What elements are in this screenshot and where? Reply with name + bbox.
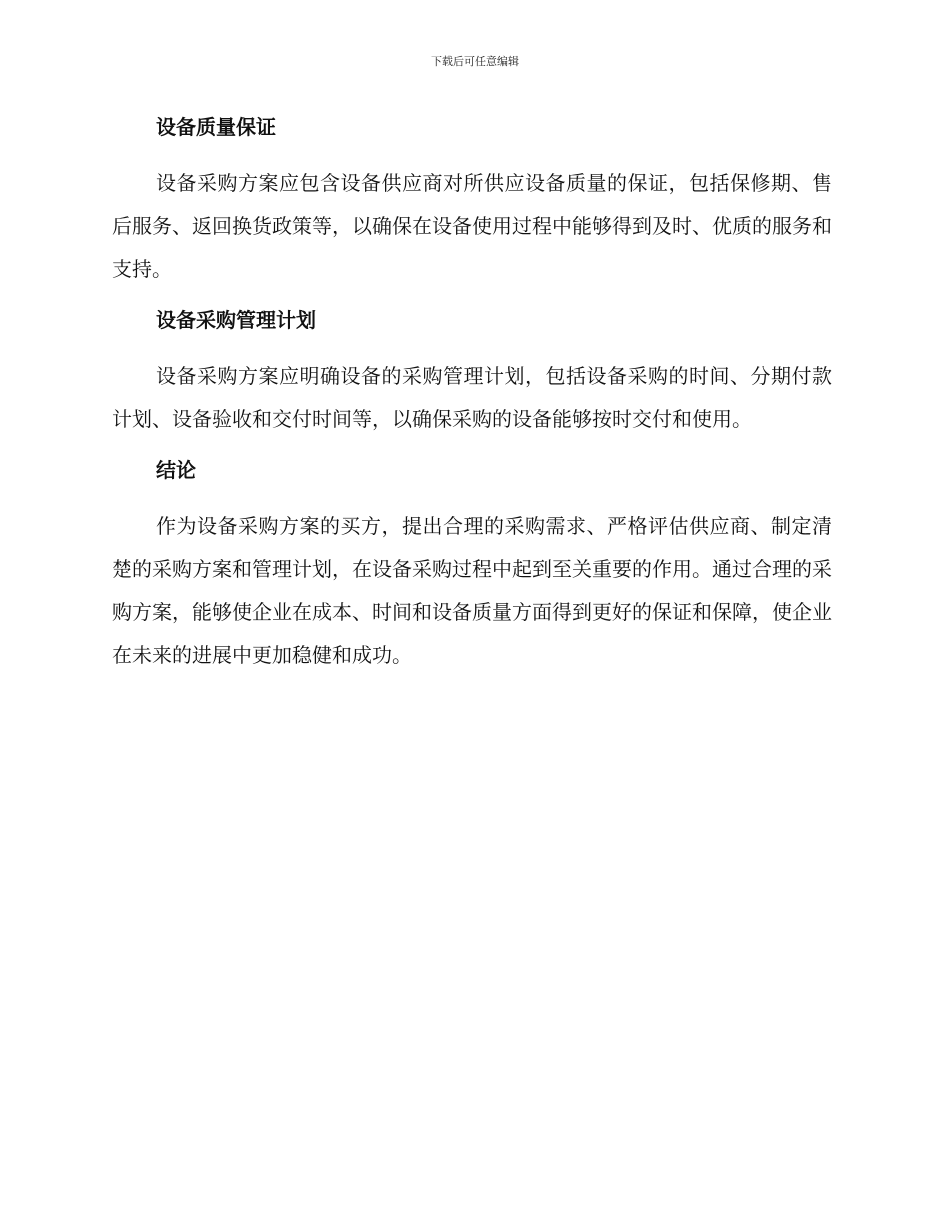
header-note: 下载后可任意编辑: [431, 55, 519, 68]
section-quality-assurance: [112, 110, 832, 303]
section-heading: 结论: [156, 458, 196, 482]
section-procurement-plan: [112, 303, 832, 453]
section-paragraph: 作为设备采购方案的买方，提出合理的采购需求、严格评估供应商、制定清楚的采购方案和管理计划，在设备采购过程中起到至关重要的作用。通过合理的采购方案，能够使企业在成本、时间和设备质量方面得到更好的保证和保障，使企业在未来的进展中更加稳健和成功。: [112, 514, 832, 667]
section-heading: 设备质量保证: [156, 115, 276, 139]
section-paragraph: 设备采购方案应明确设备的采购管理计划，包括设备采购的时间、分期付款计划、设备验收和交付时间等，以确保采购的设备能够按时交付和使用。: [112, 364, 832, 431]
section-heading: 设备采购管理计划: [156, 308, 316, 332]
document-body: [112, 110, 832, 677]
section-paragraph: 设备采购方案应包含设备供应商对所供应设备质量的保证，包括保修期、售后服务、返回换货政策等，以确保在设备使用过程中能够得到及时、优质的服务和支持。: [112, 171, 832, 281]
section-conclusion: [112, 453, 832, 677]
